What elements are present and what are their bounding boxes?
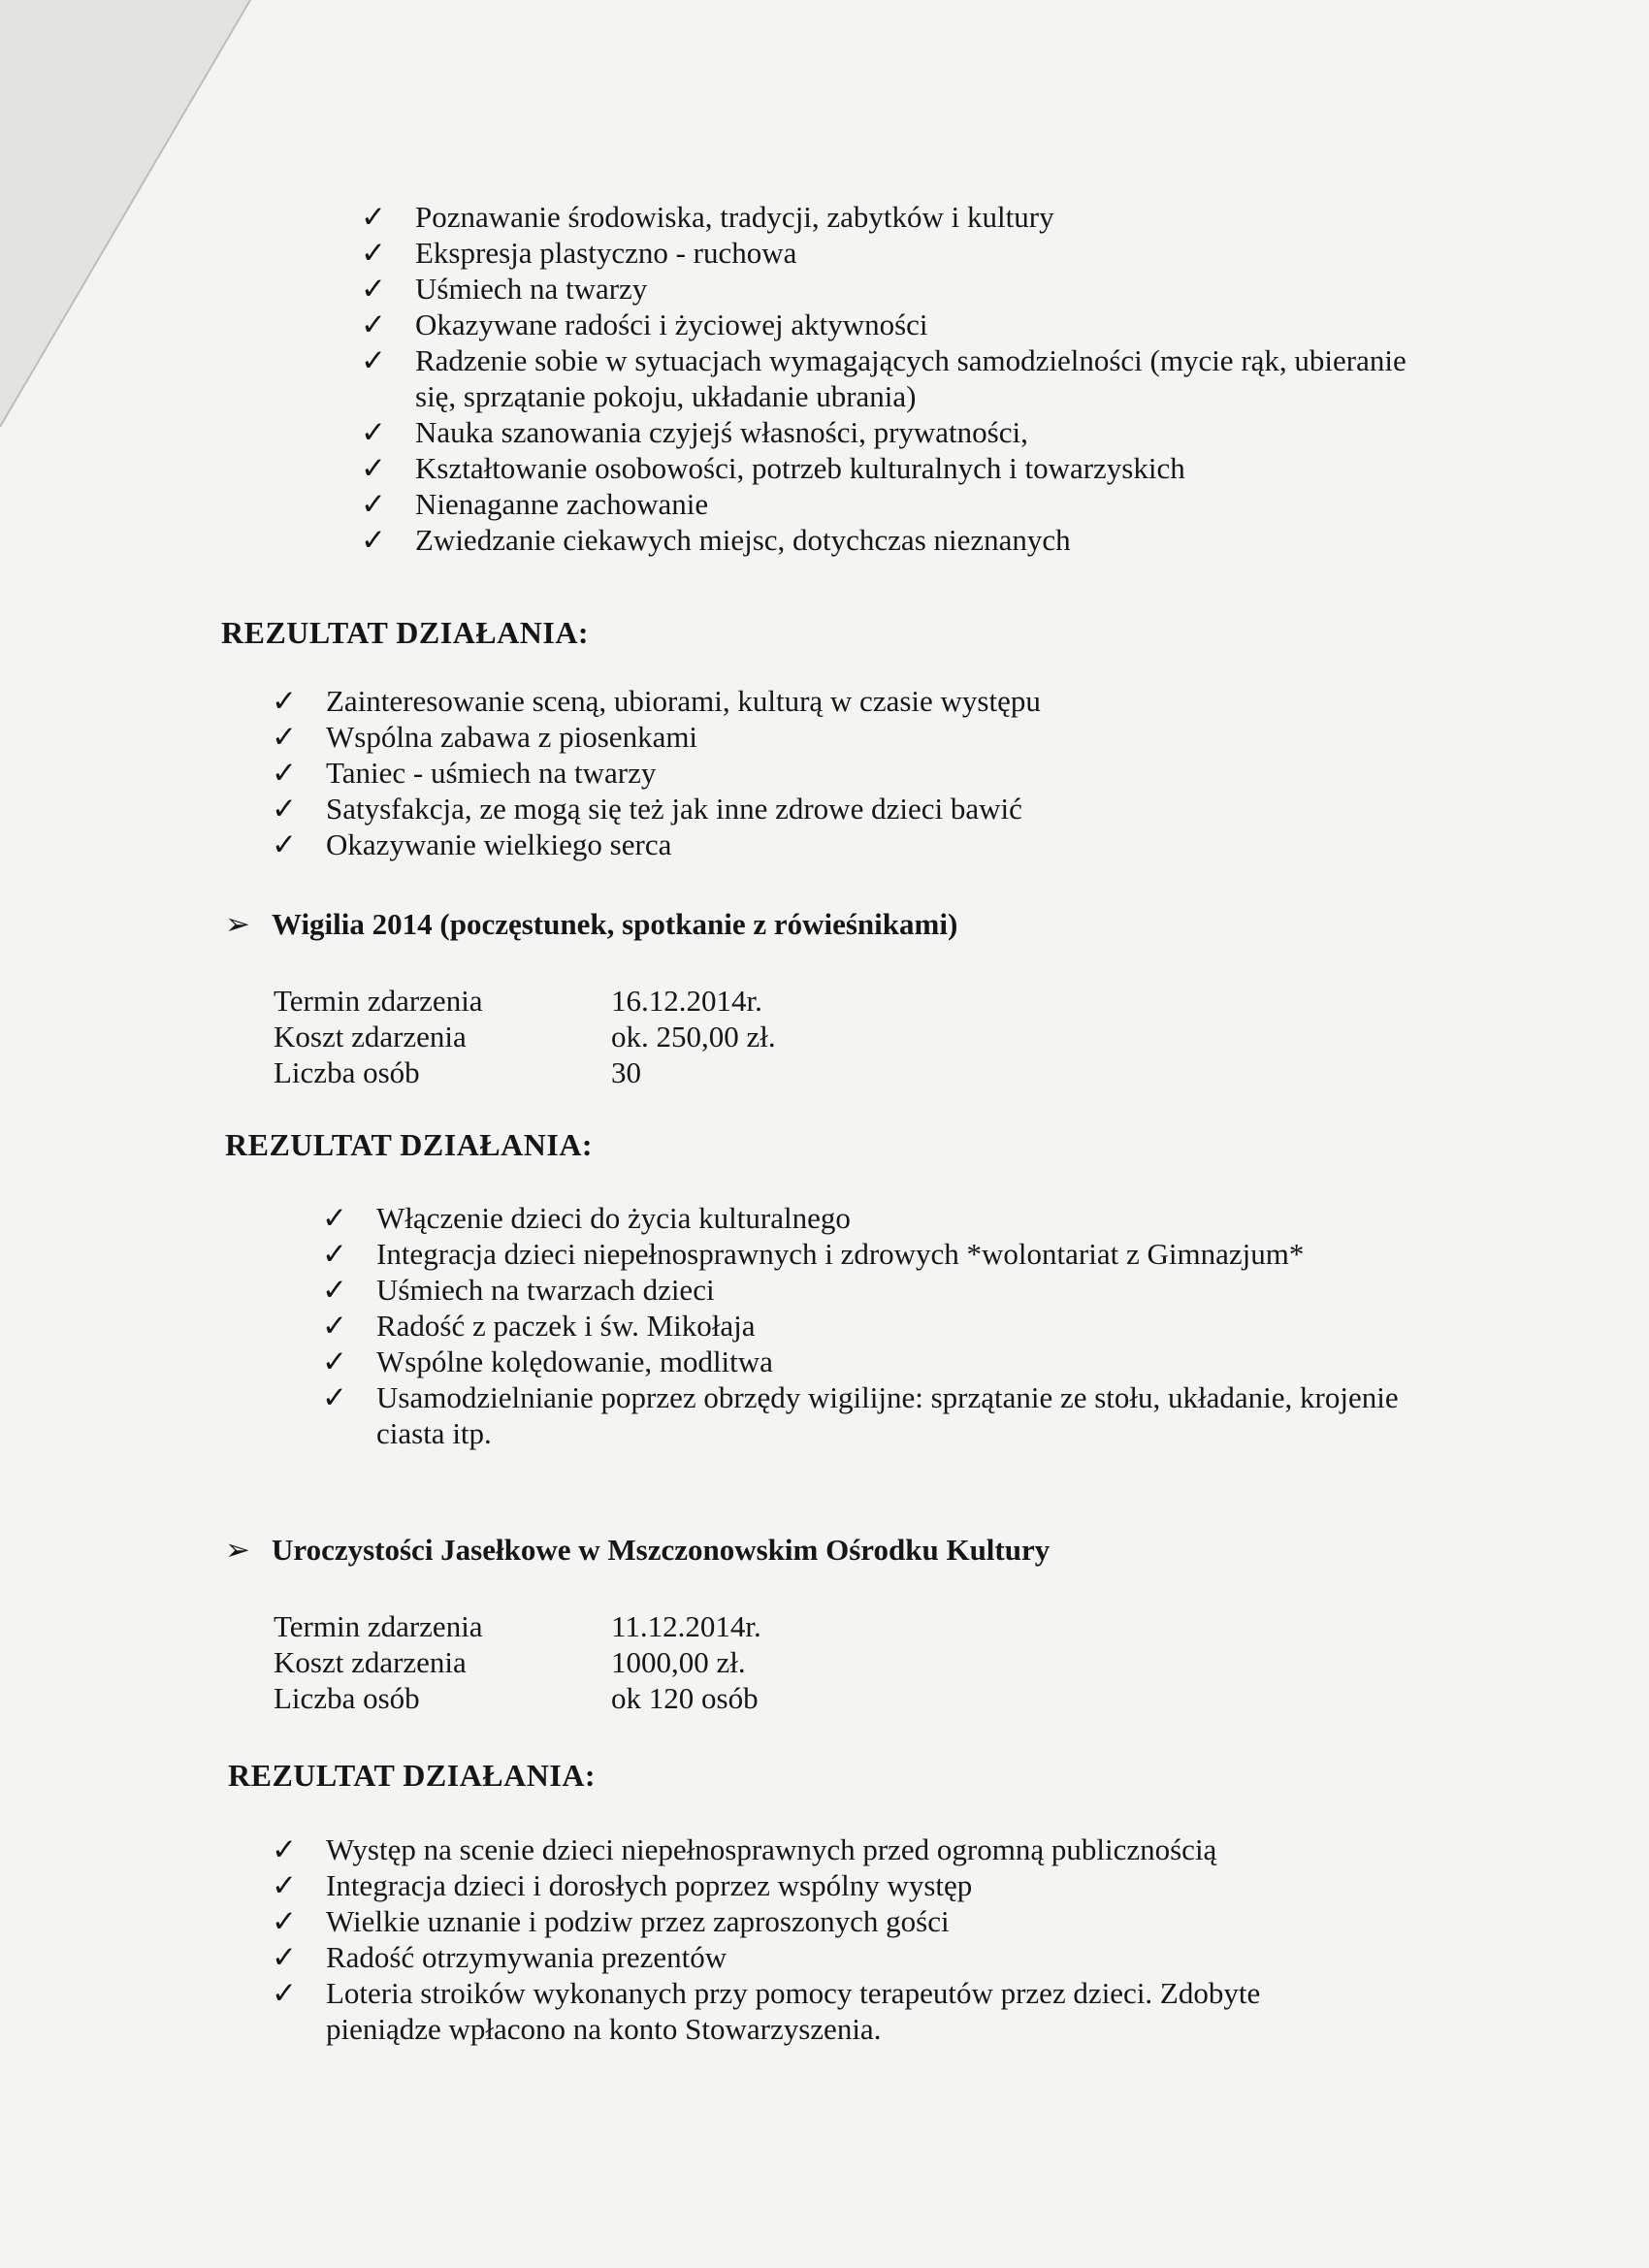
list-item <box>272 755 1416 791</box>
list-item <box>272 1831 1368 1867</box>
checkmark-icon: ✓ <box>361 451 386 485</box>
checkmark-icon: ✓ <box>361 415 386 449</box>
result-heading-2: REZULTAT DZIAŁANIA: <box>225 1127 594 1162</box>
list-item <box>272 1867 1368 1903</box>
detail-label: Liczba osób <box>274 1681 420 1715</box>
list-item <box>361 235 1408 271</box>
list-item-text: Nauka szanowania czyjejś własności, prywatności, <box>415 415 1028 449</box>
detail-row <box>274 1019 776 1054</box>
list-item-text: Okazywane radości i życiowej aktywności <box>415 308 928 341</box>
checkmark-icon: ✓ <box>272 684 297 718</box>
list-item-text: Taniec - uśmiech na twarzy <box>326 756 657 790</box>
list-item <box>361 450 1408 486</box>
detail-value: 1000,00 zł. <box>611 1645 746 1679</box>
list-item-text: Radość otrzymywania prezentów <box>326 1940 728 1974</box>
list-item-text: Kształtowanie osobowości, potrzeb kulturalnych i towarzyskich <box>415 451 1185 485</box>
list-item <box>272 1939 1368 1975</box>
list-item-text: Zwiedzanie ciekawych miejsc, dotychczas nieznanych <box>415 523 1071 557</box>
list-item <box>361 271 1408 307</box>
checkmark-icon: ✓ <box>361 343 386 377</box>
checkmark-icon: ✓ <box>272 1976 297 2010</box>
list-item-text: Wspólna zabawa z piosenkami <box>326 720 698 754</box>
list-item <box>272 1975 1368 2047</box>
list-item-text: Wielkie uznanie i podziw przez zaproszonych gości <box>326 1904 950 1938</box>
list-item <box>322 1236 1399 1272</box>
list-item <box>272 791 1416 826</box>
detail-row <box>274 983 776 1019</box>
checkmark-icon: ✓ <box>361 523 386 557</box>
list-item-text: Wspólne kolędowanie, modlitwa <box>376 1345 773 1378</box>
list-item-text: Uśmiech na twarzach dzieci <box>376 1273 715 1307</box>
detail-label: Termin zdarzenia <box>274 1609 483 1643</box>
list-item-text: Ekspresja plastyczno - ruchowa <box>415 236 797 270</box>
list-item <box>361 486 1408 522</box>
detail-value: 11.12.2014r. <box>611 1609 761 1643</box>
checkmark-icon: ✓ <box>272 1940 297 1974</box>
detail-row <box>274 1608 761 1644</box>
event-details-wigilia <box>274 983 776 1090</box>
arrow-bullet-icon: ➢ <box>225 1533 250 1567</box>
event-details-jaselka <box>274 1608 761 1716</box>
list-item-text: Występ na scenie dzieci niepełnosprawnych przed ogromną publicznością <box>326 1832 1217 1866</box>
result-checklist-2 <box>322 1200 1399 1451</box>
checkmark-icon: ✓ <box>322 1345 347 1378</box>
list-item-text: Integracja dzieci i dorosłych poprzez wspólny występ <box>326 1868 973 1902</box>
checkmark-icon: ✓ <box>361 487 386 521</box>
event-title-text: Uroczystości Jasełkowe w Mszczonowskim Ośrodku Kultury <box>272 1533 1051 1567</box>
list-item <box>361 342 1408 414</box>
detail-value: 16.12.2014r. <box>611 984 762 1018</box>
result-heading-1: REZULTAT DZIAŁANIA: <box>221 615 590 650</box>
list-item <box>361 307 1408 342</box>
list-item <box>361 414 1408 450</box>
list-item-text: Okazywanie wielkiego serca <box>326 827 672 861</box>
list-item-text: Satysfakcja, ze mogą się też jak inne zdrowe dzieci bawić <box>326 792 1022 826</box>
list-item <box>272 719 1416 755</box>
arrow-bullet-icon: ➢ <box>225 907 250 941</box>
checkmark-icon: ✓ <box>272 1832 297 1866</box>
checkmark-icon: ✓ <box>361 308 386 341</box>
checkmark-icon: ✓ <box>361 236 386 270</box>
list-item-text: Włączenie dzieci do życia kulturalnego <box>376 1201 851 1235</box>
checkmark-icon: ✓ <box>322 1237 347 1271</box>
detail-label: Koszt zdarzenia <box>274 1020 467 1053</box>
list-item-text: Nienaganne zachowanie <box>415 487 709 521</box>
list-item <box>322 1200 1399 1236</box>
checkmark-icon: ✓ <box>322 1309 347 1343</box>
list-item-text: Uśmiech na twarzy <box>415 272 648 306</box>
detail-value: 30 <box>611 1055 641 1089</box>
top-checklist <box>361 199 1408 558</box>
detail-row <box>274 1680 761 1716</box>
detail-value: ok. 250,00 zł. <box>611 1020 776 1053</box>
list-item <box>272 1903 1368 1939</box>
checkmark-icon: ✓ <box>272 1868 297 1902</box>
checkmark-icon: ✓ <box>272 827 297 861</box>
checkmark-icon: ✓ <box>322 1380 347 1414</box>
list-item <box>322 1272 1399 1308</box>
list-item-text: Poznawanie środowiska, tradycji, zabytków i kultury <box>415 200 1054 234</box>
list-item-text: Zainteresowanie sceną, ubiorami, kulturą w czasie występu <box>326 684 1041 718</box>
list-item-text: Integracja dzieci niepełnosprawnych i zdrowych *wolontariat z Gimnazjum* <box>376 1237 1305 1271</box>
checkmark-icon: ✓ <box>322 1273 347 1307</box>
checkmark-icon: ✓ <box>272 1904 297 1938</box>
list-item-text: Usamodzielnianie poprzez obrzędy wigilijne: sprzątanie ze stołu, układanie, krojenie ciasta itp. <box>376 1380 1399 1450</box>
checkmark-icon: ✓ <box>272 756 297 790</box>
result-checklist-1 <box>272 683 1416 862</box>
checkmark-icon: ✓ <box>322 1201 347 1235</box>
list-item <box>272 683 1416 719</box>
checkmark-icon: ✓ <box>272 792 297 826</box>
list-item <box>322 1379 1399 1451</box>
event-title-text: Wigilia 2014 (poczęstunek, spotkanie z rówieśnikami) <box>272 907 958 941</box>
detail-row <box>274 1644 761 1680</box>
list-item <box>322 1308 1399 1344</box>
detail-row <box>274 1054 776 1090</box>
event-title-jaselka <box>225 1533 1050 1568</box>
result-checklist-3 <box>272 1831 1368 2047</box>
event-title-wigilia <box>225 907 957 942</box>
detail-value: ok 120 osób <box>611 1681 759 1715</box>
detail-label: Termin zdarzenia <box>274 984 483 1018</box>
list-item-text: Radzenie sobie w sytuacjach wymagających samodzielności (mycie rąk, ubieranie się, sprzątanie pokoju, układanie ubrania) <box>415 343 1406 413</box>
checkmark-icon: ✓ <box>361 272 386 306</box>
list-item <box>361 199 1408 235</box>
list-item <box>322 1344 1399 1379</box>
checkmark-icon: ✓ <box>272 720 297 754</box>
list-item <box>272 826 1416 862</box>
checkmark-icon: ✓ <box>361 200 386 234</box>
result-heading-3: REZULTAT DZIAŁANIA: <box>228 1758 597 1793</box>
list-item-text: Radość z paczek i św. Mikołaja <box>376 1309 756 1343</box>
detail-label: Koszt zdarzenia <box>274 1645 467 1679</box>
list-item-text: Loteria stroików wykonanych przy pomocy terapeutów przez dzieci. Zdobyte pieniądze wpłacono na konto Stowarzyszenia. <box>326 1976 1261 2046</box>
page-fold-shadow <box>0 0 252 456</box>
list-item <box>361 522 1408 558</box>
detail-label: Liczba osób <box>274 1055 420 1089</box>
